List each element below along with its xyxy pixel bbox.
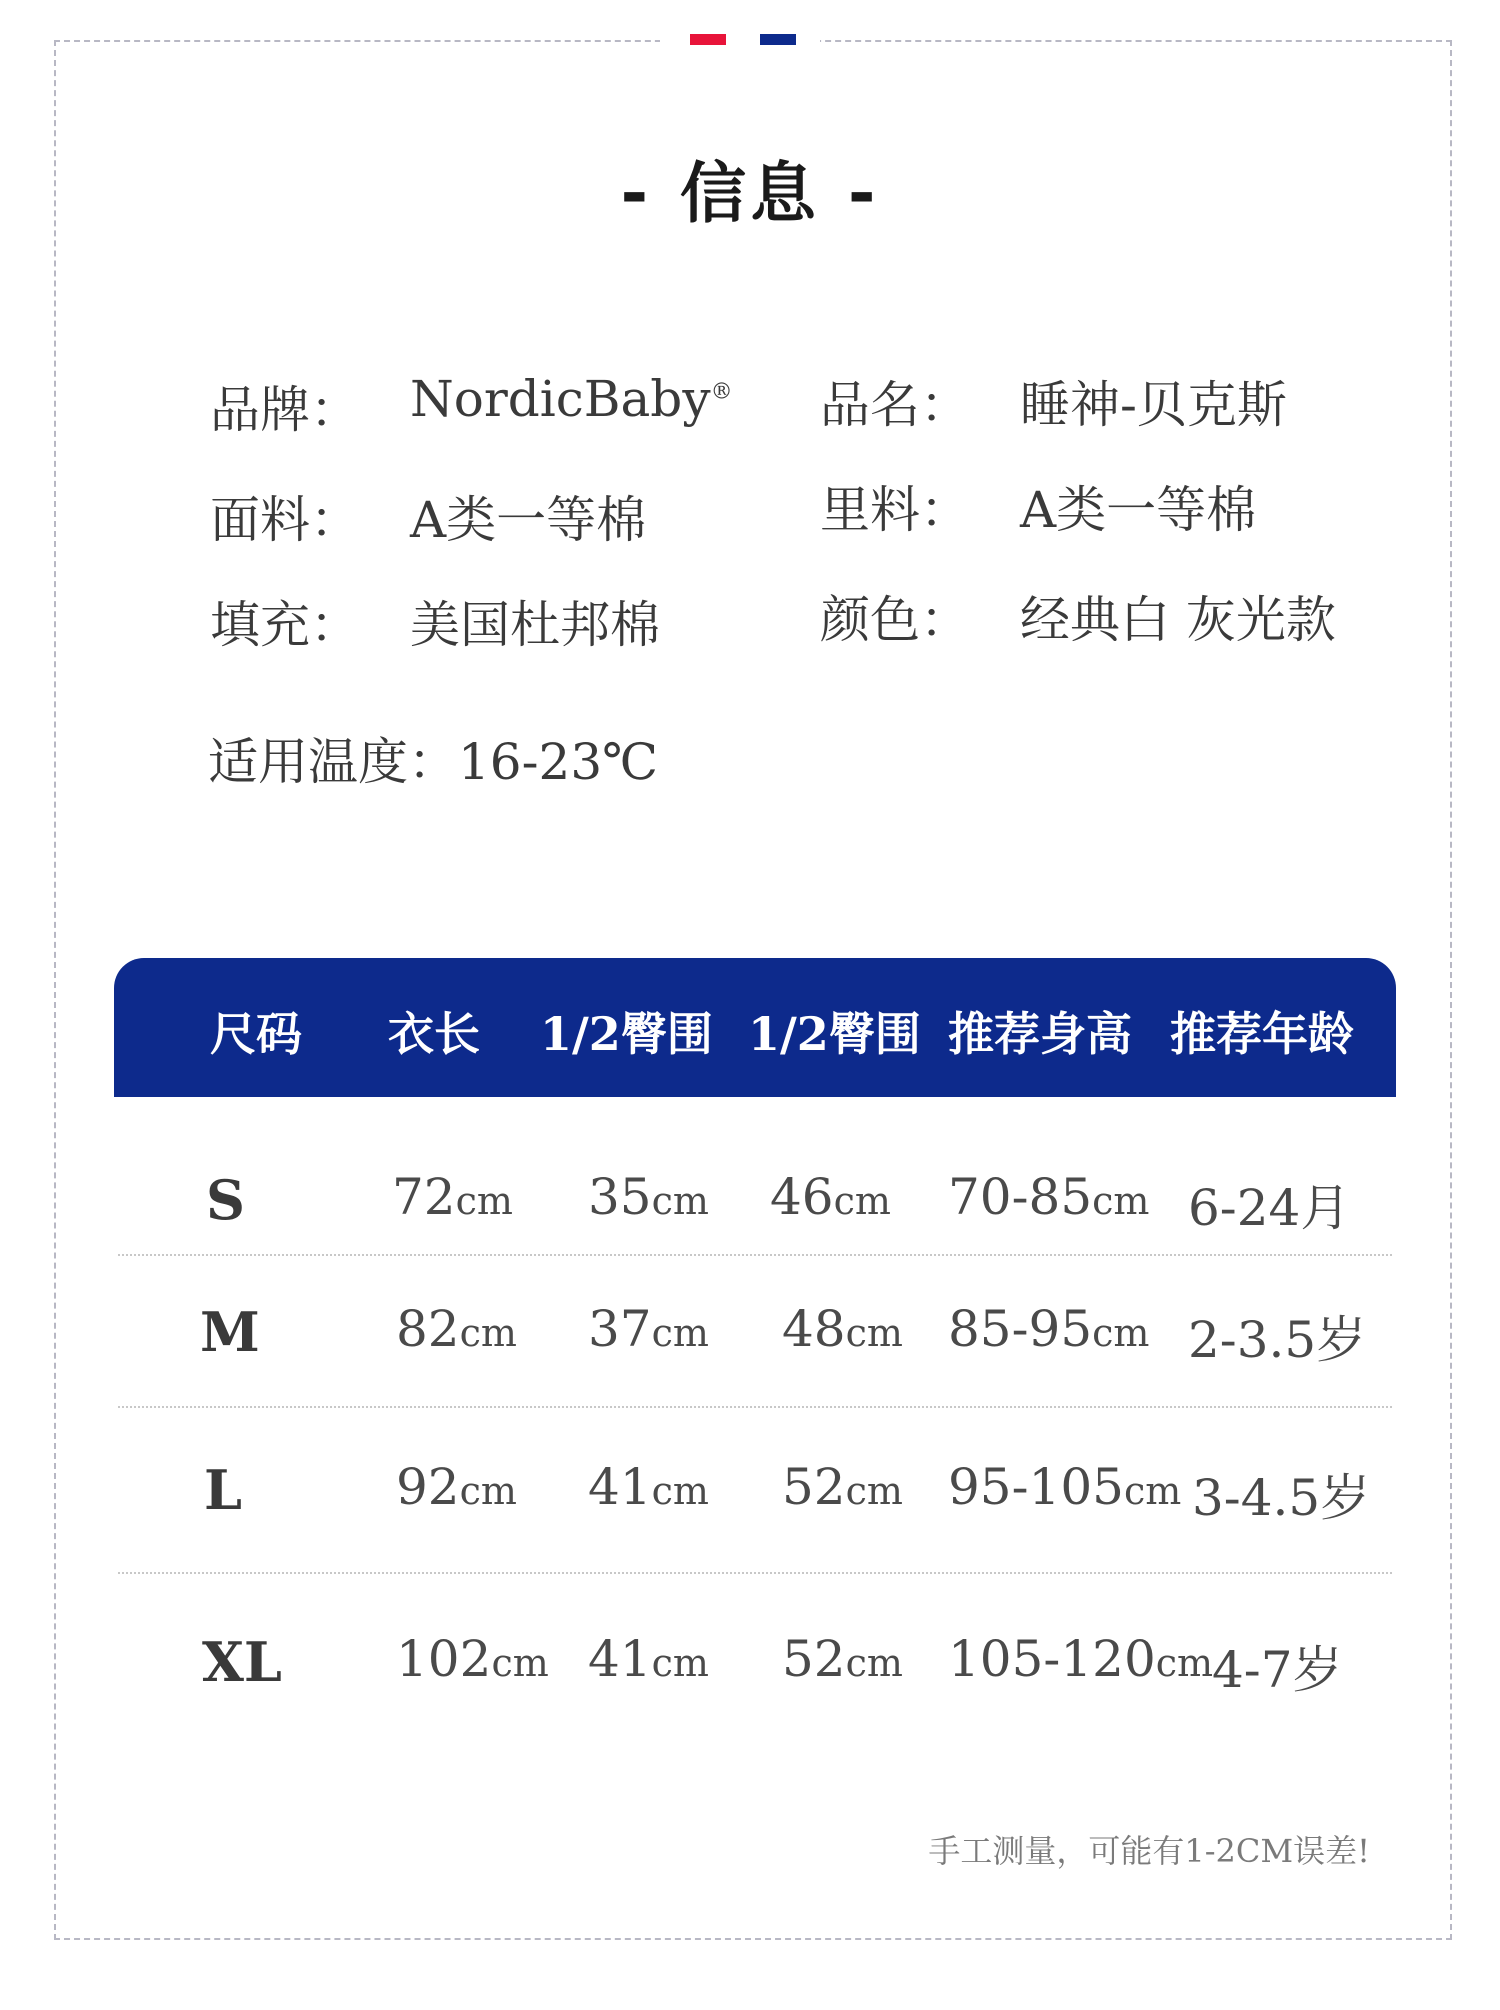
length-cell (396, 1458, 517, 1516)
product-name-label: 品名： (820, 376, 970, 434)
frame-gap (660, 30, 820, 50)
unit: cm (1092, 1311, 1150, 1355)
lining-label: 里料： (820, 481, 970, 539)
size-table-header (114, 958, 1396, 1097)
table-row (0, 1458, 1500, 1578)
hip2-value: 48 (782, 1300, 846, 1358)
row-divider (118, 1406, 1392, 1408)
height-cell (948, 1300, 1149, 1358)
header-size: 尺码 (210, 1007, 302, 1061)
title-dash-right: - (848, 155, 880, 232)
size-cell: L (204, 1458, 242, 1522)
blue-flag-mark (760, 34, 796, 45)
title-dash-left: - (620, 155, 652, 232)
height-value: 85-95 (948, 1300, 1093, 1358)
color-label: 颜色： (820, 591, 970, 649)
size-cell: M (200, 1300, 260, 1364)
unit: cm (459, 1469, 517, 1513)
unit: cm (491, 1641, 549, 1685)
header-age: 推荐年龄 (1170, 1007, 1354, 1061)
length-value: 102 (396, 1630, 492, 1688)
hip2-cell (782, 1630, 903, 1688)
unit: cm (833, 1179, 891, 1223)
header-length: 衣长 (388, 1007, 480, 1061)
height-cell (948, 1168, 1149, 1226)
filling-label: 填充： (210, 596, 360, 654)
measurement-note: 手工测量，可能有1-2CM误差! (928, 1832, 1370, 1870)
color-value: 经典白 灰光款 (1020, 591, 1336, 649)
table-row (0, 1300, 1500, 1420)
unit: cm (651, 1469, 709, 1513)
lining-value: A类一等棉 (1020, 481, 1257, 539)
brand-label: 品牌： (210, 381, 360, 439)
hip2-value: 52 (782, 1630, 846, 1688)
length-cell (396, 1300, 517, 1358)
hip1-value: 35 (588, 1168, 652, 1226)
height-value: 105-120 (948, 1630, 1156, 1688)
row-divider (118, 1572, 1392, 1574)
hip1-cell (588, 1458, 709, 1516)
hip2-cell (782, 1300, 903, 1358)
unit: cm (1155, 1641, 1214, 1685)
height-value: 95-105 (948, 1458, 1124, 1516)
unit: cm (845, 1641, 903, 1685)
length-cell (392, 1168, 513, 1226)
row-divider (118, 1254, 1392, 1256)
hip1-cell (588, 1168, 709, 1226)
table-row (0, 1168, 1500, 1288)
unit: cm (1123, 1469, 1182, 1513)
section-title (0, 140, 1500, 235)
length-cell (396, 1630, 549, 1688)
hip1-value: 41 (588, 1458, 652, 1516)
table-row (0, 1630, 1500, 1750)
product-name-value: 睡神-贝克斯 (1020, 376, 1287, 434)
header-hip-1: 1/2臀围 (540, 1007, 713, 1061)
hip2-cell (782, 1458, 903, 1516)
size-cell: S (206, 1168, 245, 1232)
hip1-cell (588, 1630, 709, 1688)
unit: cm (455, 1179, 513, 1223)
temperature-row (208, 722, 658, 794)
length-value: 92 (396, 1458, 460, 1516)
registered-mark: ® (710, 379, 733, 405)
unit: cm (845, 1311, 903, 1355)
fabric-label: 面料： (210, 491, 360, 549)
brand-value (410, 370, 733, 428)
hip2-cell (770, 1168, 891, 1226)
unit: cm (459, 1311, 517, 1355)
temperature-value: 16-23℃ (458, 733, 659, 791)
unit: cm (651, 1641, 709, 1685)
header-hip-2: 1/2臀围 (748, 1007, 921, 1061)
brand-name: NordicBaby (410, 370, 711, 428)
height-value: 70-85 (948, 1168, 1093, 1226)
height-cell (948, 1630, 1213, 1688)
hip1-cell (588, 1300, 709, 1358)
header-height: 推荐身高 (948, 1007, 1132, 1061)
unit: cm (845, 1469, 903, 1513)
size-cell: XL (202, 1630, 282, 1694)
unit: cm (651, 1311, 709, 1355)
length-value: 82 (396, 1300, 460, 1358)
hip2-value: 46 (770, 1168, 834, 1226)
unit: cm (1092, 1179, 1150, 1223)
age-cell: 6-24月 (1188, 1179, 1351, 1237)
title-text: 信息 (680, 154, 820, 232)
temperature-label: 适用温度： (208, 733, 458, 791)
fabric-value: A类一等棉 (410, 491, 647, 549)
length-value: 72 (392, 1168, 456, 1226)
red-flag-mark (690, 34, 726, 45)
filling-value: 美国杜邦棉 (410, 596, 660, 654)
age-cell: 4-7岁 (1212, 1641, 1343, 1699)
age-cell: 3-4.5岁 (1192, 1469, 1371, 1527)
hip1-value: 37 (588, 1300, 652, 1358)
height-cell (948, 1458, 1181, 1516)
hip2-value: 52 (782, 1458, 846, 1516)
unit: cm (651, 1179, 709, 1223)
age-cell: 2-3.5岁 (1188, 1311, 1367, 1369)
hip1-value: 41 (588, 1630, 652, 1688)
